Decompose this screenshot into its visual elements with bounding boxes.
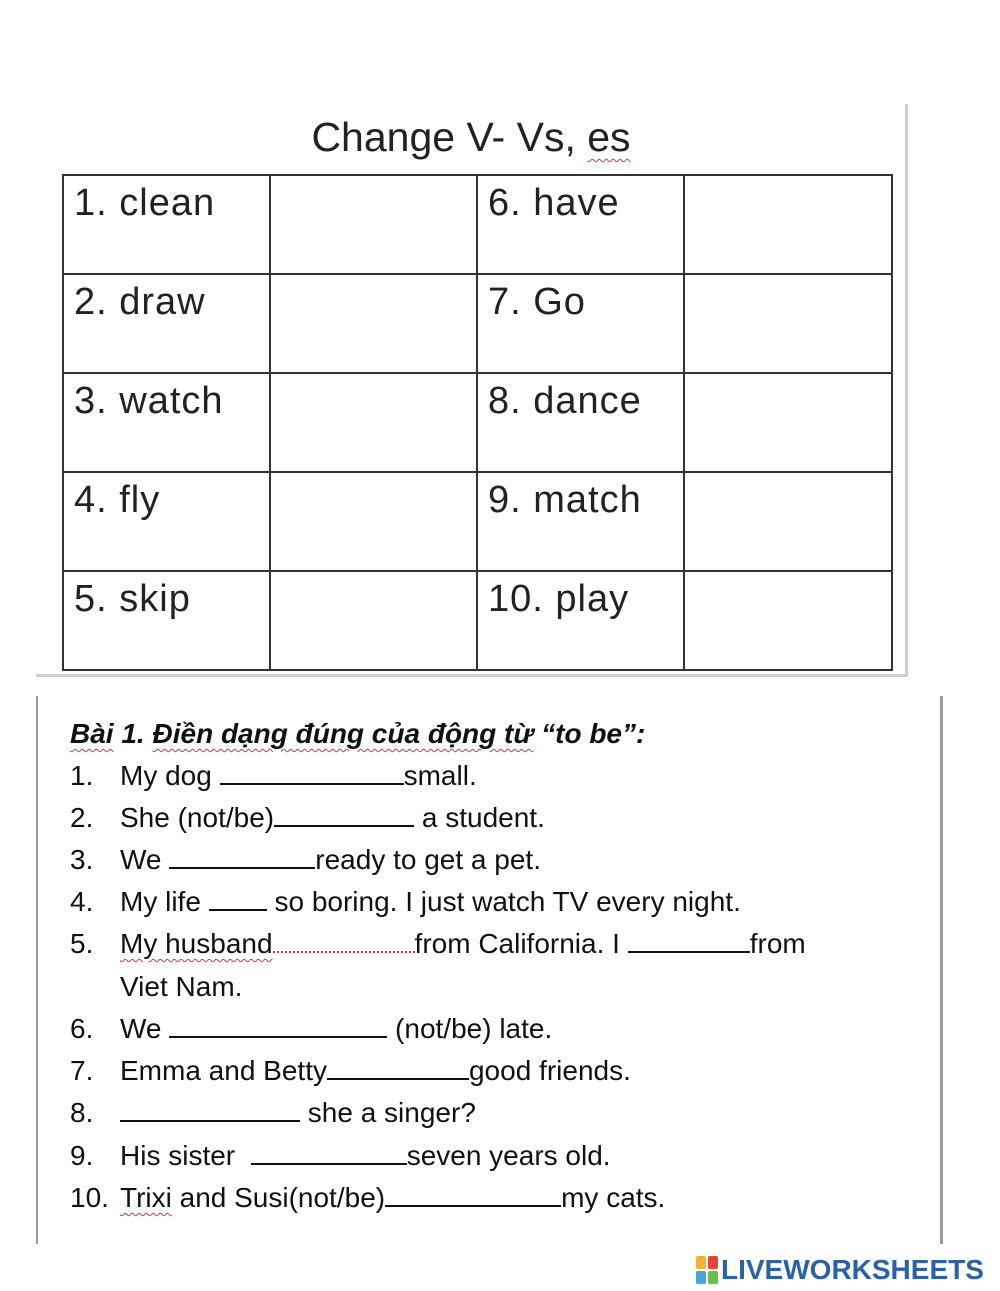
panel-edge-bottom (36, 674, 908, 677)
answer-blank[interactable] (327, 1056, 469, 1080)
panel-edge-left (36, 696, 38, 1244)
answer-cell[interactable] (684, 274, 892, 373)
verb-cell: 2. draw (63, 274, 270, 373)
answer-blank[interactable] (385, 1183, 561, 1207)
table-row (63, 571, 892, 670)
table-row (63, 373, 892, 472)
table-row (63, 175, 892, 274)
verb-cell: 1. clean (63, 175, 270, 274)
list-item: 1. My dog small. (70, 760, 477, 791)
verb-cell: 10. play (477, 571, 684, 670)
verb-cell: 6. have (477, 175, 684, 274)
verb-cell: 3. watch (63, 373, 270, 472)
exercise-heading: Bài 1. Điền dạng đúng của động từ “to be”: (70, 718, 646, 749)
page-title: Change V- Vs, es (311, 114, 631, 160)
list-item: 4. My life so boring. I just watch TV every night. (70, 886, 741, 917)
answer-blank[interactable] (169, 1014, 387, 1038)
answer-blank[interactable] (251, 1141, 407, 1165)
answer-cell[interactable] (270, 571, 477, 670)
answer-cell[interactable] (684, 472, 892, 571)
answer-cell[interactable] (684, 373, 892, 472)
answer-blank[interactable] (169, 845, 315, 869)
list-item: 6. We (not/be) late. (70, 1013, 553, 1044)
table-row (63, 274, 892, 373)
answer-cell[interactable] (684, 571, 892, 670)
logo-mark-icon (696, 1256, 718, 1284)
list-item-continuation: Viet Nam. (120, 971, 243, 1002)
list-item: 3. We ready to get a pet. (70, 844, 541, 875)
answer-cell[interactable] (270, 274, 477, 373)
list-item: 8. she a singer? (70, 1097, 476, 1128)
verb-cell: 4. fly (63, 472, 270, 571)
answer-blank[interactable] (220, 761, 404, 785)
answer-cell[interactable] (270, 175, 477, 274)
verb-cell: 7. Go (477, 274, 684, 373)
verb-cell: 8. dance (477, 373, 684, 472)
answer-blank[interactable] (628, 929, 750, 953)
list-item: 5. My husband from California. I from (70, 928, 806, 959)
answer-blank[interactable] (209, 887, 267, 911)
list-item: 2. She (not/be) a student. (70, 802, 545, 833)
verb-worksheet-panel (36, 104, 906, 676)
liveworksheets-logo (696, 1255, 984, 1285)
logo-text: LIVEWORKSHEETS (721, 1254, 984, 1285)
answer-blank[interactable] (120, 1098, 300, 1122)
answer-blank[interactable] (274, 803, 414, 827)
list-item: 10. Trixi and Susi(not/be) my cats. (70, 1182, 666, 1213)
exercise-panel (36, 696, 944, 1244)
verb-table (62, 174, 893, 671)
verb-cell: 9. match (477, 472, 684, 571)
answer-blank[interactable] (273, 929, 415, 953)
answer-cell[interactable] (684, 175, 892, 274)
panel-edge-right (905, 104, 908, 676)
list-item: 7. Emma and Betty good friends. (70, 1055, 631, 1086)
verb-cell: 5. skip (63, 571, 270, 670)
answer-cell[interactable] (270, 472, 477, 571)
table-row (63, 472, 892, 571)
panel-edge-right (940, 696, 943, 1244)
list-item: 9. His sister seven years old. (70, 1140, 611, 1171)
answer-cell[interactable] (270, 373, 477, 472)
